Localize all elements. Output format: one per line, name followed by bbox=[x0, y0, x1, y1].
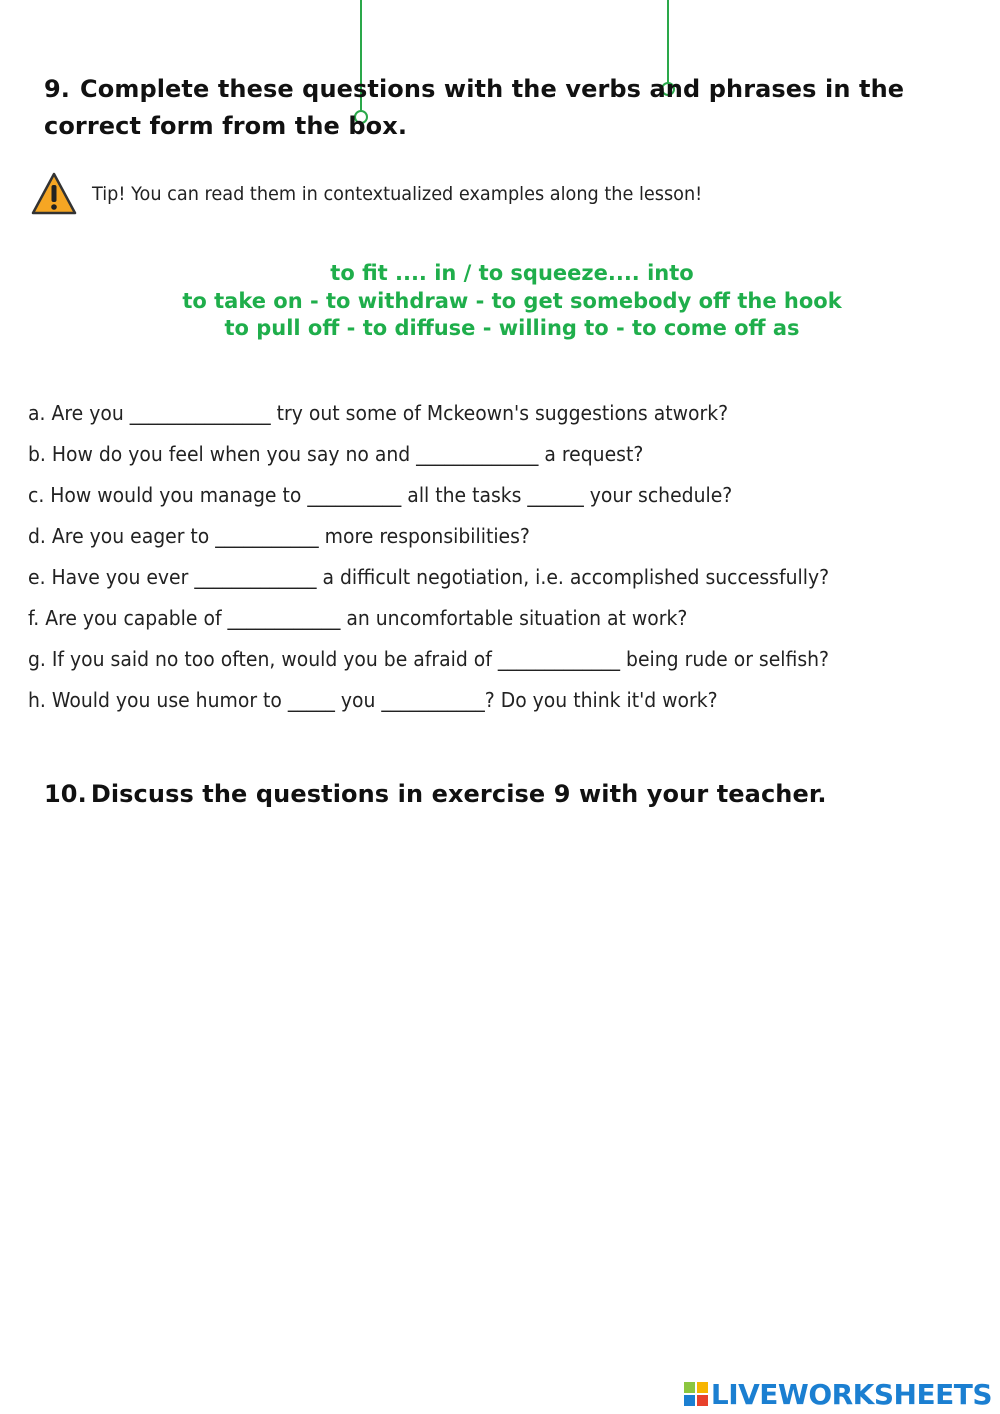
exercise-10-number: 10. bbox=[44, 780, 87, 808]
question-e: e. Have you ever _____________ a difficult negotiation, i.e. accomplished successfully? bbox=[28, 565, 830, 589]
exercise-10-title bbox=[44, 776, 964, 813]
exercise-9-instructions: Complete these questions with the verbs and phrases in the correct form from the box. bbox=[44, 75, 905, 140]
tip-text: Tip! You can read them in contextualized examples along the lesson! bbox=[92, 183, 703, 205]
question-f: f. Are you capable of ____________ an uncomfortable situation at work? bbox=[28, 606, 688, 630]
question-h: h. Would you use humor to _____ you ___________? Do you think it'd work? bbox=[28, 688, 718, 712]
exercise-9-title bbox=[44, 71, 964, 145]
question-list bbox=[28, 393, 968, 721]
question-g: g. If you said no too often, would you be afraid of _____________ being rude or selfish? bbox=[28, 647, 830, 671]
question-c: c. How would you manage to __________ all the tasks ______ your schedule? bbox=[28, 483, 733, 507]
liveworksheets-text: LIVEWORKSHEETS bbox=[710, 1377, 992, 1411]
question-a: a. Are you _______________ try out some of Mckeown's suggestions atwork? bbox=[28, 401, 729, 425]
word-box bbox=[0, 260, 1000, 343]
word-box-line: to take on - to withdraw - to get somebody off the hook bbox=[182, 288, 842, 313]
question-b: b. How do you feel when you say no and _____________ a request? bbox=[28, 442, 644, 466]
exercise-9-number: 9. bbox=[44, 75, 71, 103]
liveworksheets-brand bbox=[684, 1378, 992, 1410]
liveworksheets-logo-icon bbox=[684, 1382, 708, 1406]
exercise-10-instructions: Discuss the questions in exercise 9 with your teacher. bbox=[90, 780, 827, 808]
word-box-line: to pull off - to diffuse - willing to - to come off as bbox=[224, 316, 800, 340]
tip-row bbox=[30, 170, 748, 218]
word-box-line: to fit .... in / to squeeze.... into bbox=[330, 261, 694, 285]
warning-icon bbox=[30, 171, 78, 217]
question-d: d. Are you eager to ___________ more responsibilities? bbox=[28, 524, 530, 548]
